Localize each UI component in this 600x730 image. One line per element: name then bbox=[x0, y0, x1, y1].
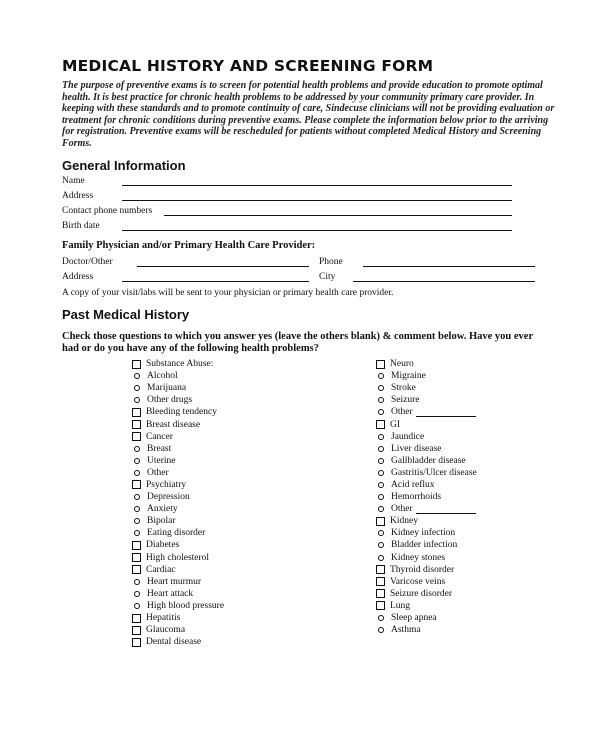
bullet-circle-icon bbox=[378, 482, 384, 488]
bullet-circle-icon bbox=[378, 530, 384, 536]
bullet-circle-icon bbox=[378, 615, 384, 621]
item-label: Marijuana bbox=[147, 383, 187, 394]
history-item bbox=[371, 479, 477, 491]
item-label: Acid reflux bbox=[391, 479, 435, 490]
doctor-label: Doctor/Other bbox=[62, 257, 113, 267]
item-label: Varicose veins bbox=[390, 576, 446, 587]
item-label: Psychiatry bbox=[146, 479, 187, 490]
checkbox[interactable] bbox=[376, 420, 385, 429]
history-item bbox=[371, 612, 477, 624]
history-item bbox=[127, 527, 224, 539]
history-item bbox=[371, 358, 477, 370]
item-label: Heart attack bbox=[147, 588, 194, 599]
item-label: Other bbox=[391, 407, 413, 418]
item-label: Dental disease bbox=[146, 637, 202, 648]
copy-note: A copy of your visit/labs will be sent to your physician or primary health care provider. bbox=[62, 288, 394, 298]
item-label: Kidney bbox=[390, 516, 418, 527]
history-item bbox=[371, 491, 477, 503]
item-label: Substance Abuse: bbox=[146, 359, 214, 370]
physician-heading: Family Physician and/or Primary Health Care Provider: bbox=[62, 240, 316, 251]
item-label: Depression bbox=[147, 492, 190, 503]
checkbox[interactable] bbox=[376, 601, 385, 610]
item-label: Asthma bbox=[391, 625, 421, 636]
item-label: Hepatitis bbox=[146, 613, 181, 624]
bullet-circle-icon bbox=[378, 506, 384, 512]
history-item bbox=[127, 600, 224, 612]
item-label: Bleeding tendency bbox=[146, 407, 217, 418]
history-item bbox=[127, 588, 224, 600]
item-label: Breast bbox=[147, 443, 172, 454]
birth-label: Birth date bbox=[62, 221, 100, 231]
item-label: Uterine bbox=[147, 455, 176, 466]
history-item bbox=[371, 564, 477, 576]
item-label: Alcohol bbox=[147, 371, 178, 382]
birth-field[interactable] bbox=[122, 221, 512, 231]
item-label: Jaundice bbox=[391, 431, 425, 442]
bullet-circle-icon bbox=[378, 494, 384, 500]
checkbox[interactable] bbox=[132, 626, 141, 635]
bullet-circle-icon bbox=[378, 627, 384, 633]
history-item bbox=[371, 624, 477, 636]
history-item bbox=[371, 539, 477, 551]
item-label: Seizure disorder bbox=[390, 588, 452, 599]
bullet-circle-icon bbox=[134, 530, 140, 536]
item-label: Stroke bbox=[391, 383, 416, 394]
history-item bbox=[127, 564, 224, 576]
item-label: Other bbox=[391, 504, 413, 515]
bullet-circle-icon bbox=[378, 470, 384, 476]
history-item bbox=[127, 382, 224, 394]
bullet-circle-icon bbox=[134, 591, 140, 597]
history-item bbox=[127, 467, 224, 479]
checkbox[interactable] bbox=[132, 553, 141, 562]
item-label: Other bbox=[147, 467, 169, 478]
history-item bbox=[127, 418, 224, 430]
item-label: Liver disease bbox=[391, 443, 442, 454]
history-left-column bbox=[127, 358, 224, 648]
checkbox[interactable] bbox=[132, 638, 141, 647]
item-label: Other drugs bbox=[147, 395, 193, 406]
history-item bbox=[371, 515, 477, 527]
item-label: High blood pressure bbox=[147, 600, 225, 611]
history-item bbox=[371, 418, 477, 430]
physician-address-field[interactable] bbox=[122, 272, 309, 282]
bullet-circle-icon bbox=[378, 373, 384, 379]
past-history-heading: Past Medical History bbox=[62, 307, 190, 322]
checkbox[interactable] bbox=[376, 565, 385, 574]
history-item bbox=[127, 455, 224, 467]
history-item bbox=[371, 576, 477, 588]
doctor-field[interactable] bbox=[137, 257, 309, 267]
history-item bbox=[127, 636, 224, 648]
bullet-circle-icon bbox=[134, 470, 140, 476]
history-item bbox=[371, 467, 477, 479]
bullet-circle-icon bbox=[378, 446, 384, 452]
history-item bbox=[127, 576, 224, 588]
history-item bbox=[371, 443, 477, 455]
bullet-circle-icon bbox=[378, 542, 384, 548]
history-item bbox=[127, 370, 224, 382]
bullet-circle-icon bbox=[134, 506, 140, 512]
item-label: Thyroid disorder bbox=[390, 564, 455, 575]
checkbox[interactable] bbox=[132, 614, 141, 623]
bullet-circle-icon bbox=[134, 603, 140, 609]
checkbox[interactable] bbox=[376, 360, 385, 369]
history-item bbox=[127, 406, 224, 418]
history-right-column bbox=[371, 358, 477, 636]
general-info-heading: General Information bbox=[62, 158, 186, 173]
bullet-circle-icon bbox=[134, 385, 140, 391]
item-label: Neuro bbox=[390, 359, 414, 370]
city-field[interactable] bbox=[353, 272, 535, 282]
checkbox[interactable] bbox=[132, 360, 141, 369]
name-field[interactable] bbox=[122, 176, 512, 186]
other-field[interactable] bbox=[416, 408, 476, 417]
history-item bbox=[127, 443, 224, 455]
history-item bbox=[371, 382, 477, 394]
item-label: Bipolar bbox=[147, 516, 176, 527]
checkbox[interactable] bbox=[132, 565, 141, 574]
checkbox[interactable] bbox=[132, 432, 141, 441]
history-item bbox=[371, 370, 477, 382]
bullet-circle-icon bbox=[134, 494, 140, 500]
history-item bbox=[127, 624, 224, 636]
bullet-circle-icon bbox=[134, 446, 140, 452]
history-item bbox=[127, 358, 224, 370]
history-item bbox=[371, 394, 477, 406]
item-label: Breast disease bbox=[146, 419, 201, 430]
item-label: Gallbladder disease bbox=[391, 455, 466, 466]
item-label: Kidney stones bbox=[391, 552, 446, 563]
history-item bbox=[127, 539, 224, 551]
address-field[interactable] bbox=[122, 191, 512, 201]
form-title: MEDICAL HISTORY AND SCREENING FORM bbox=[62, 57, 434, 75]
history-item bbox=[127, 552, 224, 564]
physician-phone-field[interactable] bbox=[363, 257, 535, 267]
history-item bbox=[371, 406, 477, 418]
checkbox[interactable] bbox=[132, 420, 141, 429]
history-item bbox=[127, 515, 224, 527]
checkbox[interactable] bbox=[132, 480, 141, 489]
checkbox[interactable] bbox=[376, 589, 385, 598]
physician-address-label: Address bbox=[62, 272, 94, 282]
physician-phone-label: Phone bbox=[319, 257, 343, 267]
checkbox[interactable] bbox=[132, 408, 141, 417]
bullet-circle-icon bbox=[134, 458, 140, 464]
history-item bbox=[127, 394, 224, 406]
history-item bbox=[371, 552, 477, 564]
history-item bbox=[371, 527, 477, 539]
history-instructions: Check those questions to which you answer yes (leave the others blank) & comment below. Have you ever had or do you have any of the following health problems? bbox=[62, 331, 533, 354]
item-label: Hemorrhoids bbox=[391, 492, 442, 503]
intro-paragraph: The purpose of preventive exams is to screen for potential health problems and provide education to promote optimal health. It is best practice for chronic health problems to be addressed by your community primary care provider. In keeping with these standards and to promote continuity of care, Sindecuse clinicians will not be providing evaluation or treatment for chronic conditions during preventive exams. Please complete the information below prior to the arriving for registration. Preventive exams will be rescheduled for patients without completed Medical History and Screening Forms. bbox=[62, 80, 555, 149]
item-label: Seizure bbox=[391, 395, 420, 406]
history-item bbox=[127, 503, 224, 515]
bullet-circle-icon bbox=[378, 555, 384, 561]
history-item bbox=[127, 491, 224, 503]
bullet-circle-icon bbox=[378, 397, 384, 403]
item-label: Sleep apnea bbox=[391, 613, 437, 624]
history-item bbox=[371, 588, 477, 600]
item-label: Gastritis/Ulcer disease bbox=[391, 467, 477, 478]
history-item bbox=[371, 503, 477, 515]
checkbox[interactable] bbox=[376, 577, 385, 586]
history-item bbox=[371, 600, 477, 612]
bullet-circle-icon bbox=[134, 397, 140, 403]
bullet-circle-icon bbox=[378, 458, 384, 464]
history-item bbox=[127, 612, 224, 624]
checkbox[interactable] bbox=[132, 541, 141, 550]
item-label: Migraine bbox=[391, 371, 426, 382]
item-label: Bladder infection bbox=[391, 540, 458, 551]
item-label: High cholesterol bbox=[146, 552, 210, 563]
item-label: Diabetes bbox=[146, 540, 180, 551]
bullet-circle-icon bbox=[134, 373, 140, 379]
phone-label: Contact phone numbers bbox=[62, 206, 153, 216]
item-label: Glaucoma bbox=[146, 625, 186, 636]
name-label: Name bbox=[62, 176, 85, 186]
history-item bbox=[371, 455, 477, 467]
history-item bbox=[127, 431, 224, 443]
other-field[interactable] bbox=[416, 505, 476, 514]
bullet-circle-icon bbox=[378, 409, 384, 415]
bullet-circle-icon bbox=[134, 579, 140, 585]
item-label: Eating disorder bbox=[147, 528, 206, 539]
item-label: Heart murmur bbox=[147, 576, 202, 587]
bullet-circle-icon bbox=[378, 434, 384, 440]
bullet-circle-icon bbox=[134, 518, 140, 524]
bullet-circle-icon bbox=[378, 385, 384, 391]
item-label: GI bbox=[390, 419, 401, 430]
history-item bbox=[127, 479, 224, 491]
item-label: Cancer bbox=[146, 431, 173, 442]
item-label: Cardiac bbox=[146, 564, 176, 575]
item-label: Kidney infection bbox=[391, 528, 456, 539]
city-label: City bbox=[319, 272, 336, 282]
checkbox[interactable] bbox=[376, 517, 385, 526]
address-label: Address bbox=[62, 191, 94, 201]
item-label: Anxiety bbox=[147, 504, 178, 515]
history-item bbox=[371, 431, 477, 443]
phone-field[interactable] bbox=[164, 206, 512, 216]
item-label: Lung bbox=[390, 600, 411, 611]
